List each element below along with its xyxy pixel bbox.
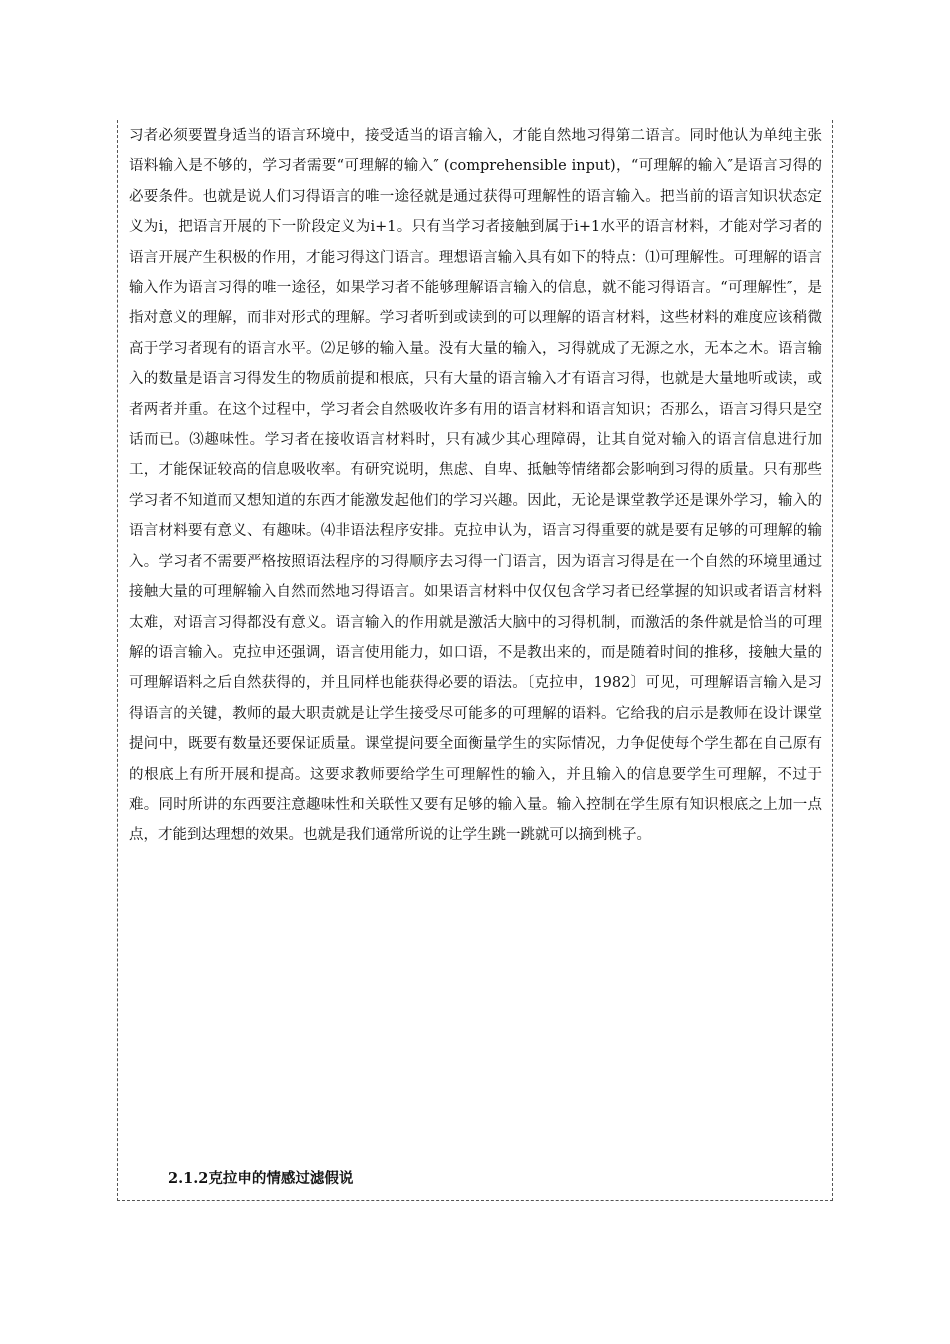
body-paragraph: 习者必须要置身适当的语言环境中，接受适当的语言输入，才能自然地习得第二语言。同时他认为单纯主张语料输入是不够的，学习者需要“可理解的输入″ (comprehensible input)，“可理解的输入″是语言习得的必要条件。也就是说人们习得语言的唯一途径就是通过获得可理解性的语言输入。把当前的语言知识状态定义为i，把语言开展的下一阶段定义为i+1。只有当学习者接触到属于i+1水平的语言材料，才能对学习者的语言开展产生积极的作用，才能习得这门语言。理想语言输入具有如下的特点：⑴可理解性。可理解的语言输入作为语言习得的唯一途径，如果学习者不能够理解语言输入的信息，就不能习得语言。“可理解性″，是指对意义的理解，而非对形式的理解。学习者听到或读到的可以理解的语言材料，这些材料的难度应该稍微高于学习者现有的语言水平。⑵足够的输入量。没有大量的输入，习得就成了无源之水，无本之木。语言输入的数量是语言习得发生的物质前提和根底，只有大量的语言输入才有语言习得，也就是大量地听或读，或者两者并重。在这个过程中，学习者会自然吸收许多有用的语言材料和语言知识；否那么，语言习得只是空话而已。⑶趣味性。学习者在接收语言材料时，只有减少其心理障碍，让其自觉对输入的语言信息进行加工，才能保证较高的信息吸收率。有研究说明，焦虑、自卑、抵触等情绪都会影响到习得的质量。只有那些学习者不知道而又想知道的东西才能激发起他们的学习兴趣。因此，无论是课堂教学还是课外学习，输入的语言材料要有意义、有趣味。⑷非语法程序安排。克拉申认为，语言习得重要的就是要有足够的可理解的输入。学习者不需要严格按照语法程序的习得顺序去习得一门语言，因为语言习得是在一个自然的环境里通过接触大量的可理解输入自然而然地习得语言。如果语言材料中仅仅包含学习者已经掌握的知识或者语言材料太难，对语言习得都没有意义。语言输入的作用就是激活大脑中的习得机制，而激活的条件就是恰当的可理解的语言输入。克拉申还强调，语言使用能力，如口语，不是教出来的，而是随着时间的推移，接触大量的可理解语料之后自然获得的，并且同样也能获得必要的语法。〔克拉申，1982〕可见，可理解语言输入是习得语言的关键，教师的最大职责就是让学生接受尽可能多的可理解的语料。它给我的启示是教师在设计课堂提问中，既要有数量还要保证质量。课堂提问要全面衡量学生的实际情况，力争促使每个学生都在自己原有的根底上有所开展和提高。这要求教师要给学生可理解性的输入，并且输入的信息要学生可理解，不过于难。同时所讲的东西要注意趣味性和关联性又要有足够的输入量。输入控制在学生原有知识根底之上加一点点，才能到达理想的效果。也就是我们通常所说的让学生跳一跳就可以摘到桃子。: [129, 128, 822, 844]
section-heading: 2.1.2克拉申的情感过滤假说: [168, 1170, 354, 1187]
